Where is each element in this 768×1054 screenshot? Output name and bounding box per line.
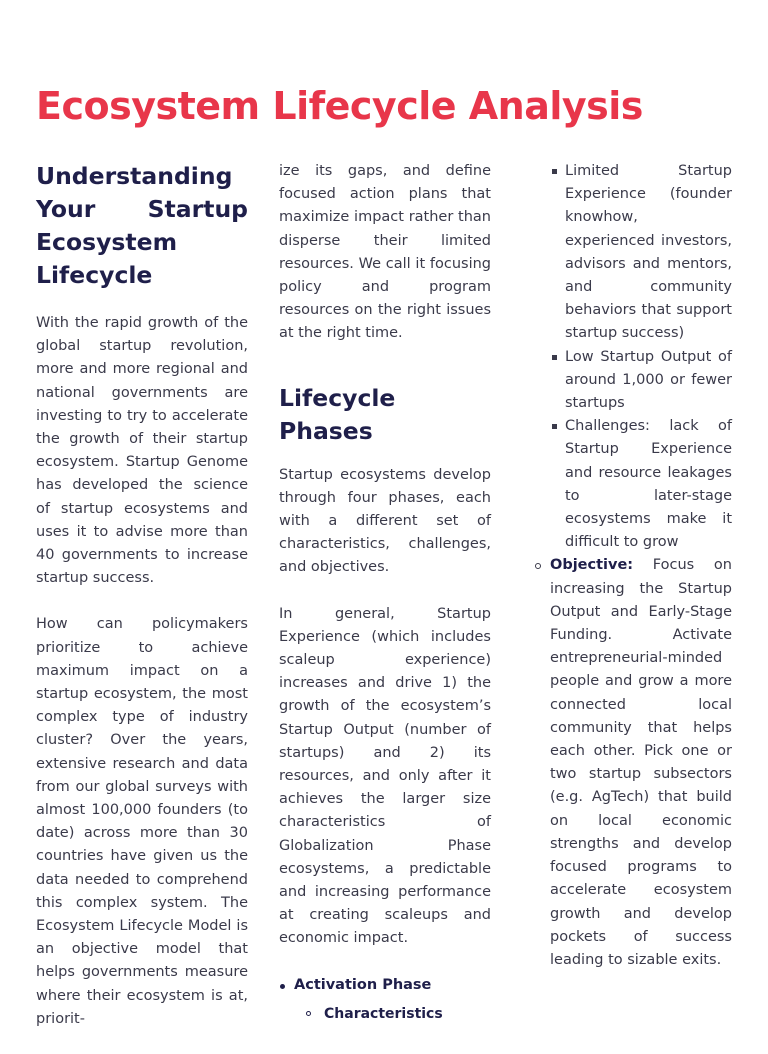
sub-item-characteristics: Characteristics (294, 1003, 491, 1026)
sub-list (294, 1003, 491, 1026)
policymakers-paragraph: How can policymakers prioritize to achieve maximum impact on a startup ecosystem, the most complex type of industry cluster? Over the years, extensive research and data from our global surveys with almost 100,000 founders (to date) across more than 30 countries have given us the data needed to comprehend this complex system. The Ecosystem Lifecycle Model is an objective model that helps governments measure where their ecosystem is at, priorit- (36, 616, 248, 1027)
list-item: Limited Startup Experience (founder knowhow, experienced investors, advisors and mentors, and community behaviors that support startup success) (536, 160, 732, 346)
column-2 (279, 160, 491, 1026)
characteristics-list (536, 160, 732, 554)
phases-paragraph: Startup ecosystems develop through four phases, each with a different set of characteristics, challenges, and objectives. (279, 466, 491, 576)
phase-item-activation (279, 974, 491, 1026)
column-3 (536, 160, 732, 972)
objective-label: Objective: (550, 557, 634, 574)
intro-paragraph: With the rapid growth of the global startup revolution, more and more regional and national governments are investing to try to accelerate the growth of their startup ecosystem. Startup Genome has developed the science of startup ecosystems and uses it to advise more than 40 governments to increase startup success. (36, 315, 248, 587)
section-heading-lifecycle-phases: Lifecycle Phases (279, 383, 396, 445)
objective-text: Focus on increasing the Startup Output and Early-Stage Funding. Activate entrepreneurial-minded people and grow a more connected local community that helps each other. Pick one or two startup subsectors (e.g. AgTech) that build on local economic strengths and develop focused programs to accelerate ecosystem growth and develop pockets of success leading to sizable exits. (550, 557, 732, 968)
list-item: Challenges: lack of Startup Experience and resource leakages to later-stage ecosystems make it difficult to grow (536, 415, 732, 554)
startup-experience-paragraph: In general, Startup Experience (which includes scaleup experience) increases and drive 1) the growth of the ecosystem’s Startup Output (number of startups) and 2) its resources, and only after it achieves the larger size characteristics of Globalization Phase ecosystems, a predictable and increasing performance at creating scaleups and economic impact. (279, 605, 491, 947)
phase-label: Activation Phase (294, 976, 432, 993)
objective-item (535, 554, 732, 972)
page-title: Ecosystem Lifecycle Analysis (36, 84, 643, 128)
phase-list (279, 974, 491, 1026)
policymakers-paragraph-continued: ize its gaps, and define focused action plans that maximize impact rather than disperse their limited resources. We call it focusing policy and program resources on the right issues at the right time. (279, 163, 491, 342)
list-item: Low Startup Output of around 1,000 or fewer startups (536, 346, 732, 416)
section-heading-understanding: Understanding Your Startup Ecosystem Lifecycle (36, 162, 248, 289)
column-1 (36, 160, 248, 1054)
